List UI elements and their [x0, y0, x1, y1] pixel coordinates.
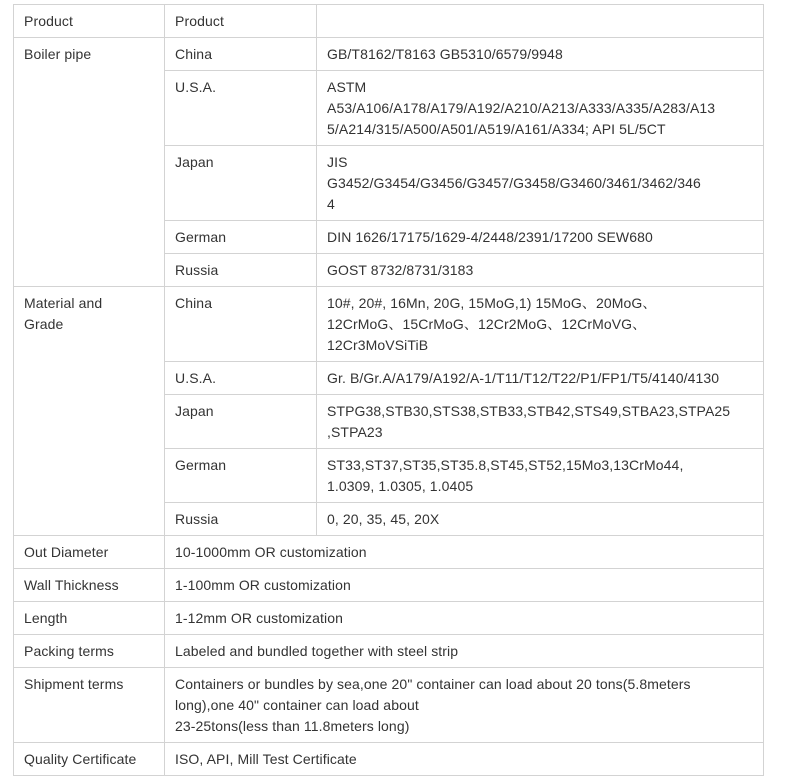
value-cell-line: 10#, 20#, 16Mn, 20G, 15MoG,1) 15MoG、20MoG、 [327, 295, 657, 311]
spec-label-cell-line: Quality Certificate [24, 751, 137, 767]
value-cell [317, 362, 764, 395]
spec-label-cell [14, 569, 165, 602]
value-cell-line: 1.0309, 1.0305, 1.0405 [327, 478, 474, 494]
header-cell: Product [14, 5, 165, 38]
table-row [14, 38, 764, 71]
value-cell [317, 254, 764, 287]
country-cell [165, 287, 317, 362]
value-cell-line: ST33,ST37,ST35,ST35.8,ST45,ST52,15Mo3,13CrMo44, [327, 457, 684, 473]
country-cell [165, 254, 317, 287]
value-cell-line: 4 [327, 196, 335, 212]
value-cell-line: GOST 8732/8731/3183 [327, 262, 474, 278]
spec-label-cell [14, 668, 165, 743]
value-cell [317, 449, 764, 503]
spec-label-cell [14, 536, 165, 569]
table-row [14, 569, 764, 602]
country-cell [165, 362, 317, 395]
value-cell-line: 0, 20, 35, 45, 20X [327, 511, 440, 527]
value-cell-line: 12Cr3MoVSiTiB [327, 337, 429, 353]
country-cell-line: German [175, 229, 227, 245]
country-cell [165, 221, 317, 254]
category-cell-line: Grade [24, 316, 64, 332]
header-cell: Product [165, 5, 317, 38]
value-cell-line: G3452/G3454/G3456/G3457/G3458/G3460/3461/3462/346 [327, 175, 701, 191]
table-row [14, 536, 764, 569]
value-cell-line: 5/A214/315/A500/A501/A519/A161/A334; API 5L/5CT [327, 121, 666, 137]
value-cell [317, 71, 764, 146]
country-cell [165, 146, 317, 221]
value-cell-line: 12CrMoG、15CrMoG、12Cr2MoG、12CrMoVG、 [327, 316, 647, 332]
table-row [14, 743, 764, 776]
value-cell-line: STPG38,STB30,STS38,STB33,STB42,STS49,STBA23,STPA25 [327, 403, 731, 419]
country-cell-line: China [175, 295, 213, 311]
spec-value-cell-line: 1-100mm OR customization [175, 577, 351, 593]
spec-value-cell-line: Containers or bundles by sea,one 20" container can load about 20 tons(5.8meters [175, 676, 691, 692]
country-cell-line: China [175, 46, 213, 62]
header-cell [317, 5, 764, 38]
spec-value-cell [165, 743, 764, 776]
value-cell [317, 38, 764, 71]
table-row [14, 602, 764, 635]
country-cell [165, 503, 317, 536]
product-spec-table [13, 4, 764, 776]
table-row [14, 287, 764, 362]
spec-label-cell [14, 743, 165, 776]
value-cell [317, 287, 764, 362]
value-cell-line: ASTM [327, 79, 367, 95]
value-cell [317, 221, 764, 254]
category-cell [14, 287, 165, 536]
country-cell [165, 395, 317, 449]
category-cell-line: Material and [24, 295, 103, 311]
value-cell-line: ,STPA23 [327, 424, 383, 440]
spec-value-cell [165, 536, 764, 569]
spec-table-body [14, 5, 764, 776]
country-cell-line: Japan [175, 403, 214, 419]
value-cell [317, 146, 764, 221]
spec-label-cell-line: Wall Thickness [24, 577, 119, 593]
spec-label-cell-line: Length [24, 610, 68, 626]
value-cell-line: Gr. B/Gr.A/A179/A192/A-1/T11/T12/T22/P1/FP1/T5/4140/4130 [327, 370, 720, 386]
country-cell-line: German [175, 457, 227, 473]
spec-value-cell-line: Labeled and bundled together with steel strip [175, 643, 459, 659]
spec-label-cell [14, 635, 165, 668]
value-cell [317, 395, 764, 449]
spec-value-cell-line: 10-1000mm OR customization [175, 544, 367, 560]
spec-label-cell-line: Out Diameter [24, 544, 109, 560]
table-row [14, 635, 764, 668]
category-cell-line: Boiler pipe [24, 46, 92, 62]
spec-value-cell-line: 1-12mm OR customization [175, 610, 344, 626]
country-cell-line: U.S.A. [175, 79, 217, 95]
spec-value-cell [165, 569, 764, 602]
country-cell [165, 449, 317, 503]
country-cell [165, 71, 317, 146]
table-row [14, 668, 764, 743]
value-cell-line: JIS [327, 154, 348, 170]
spec-value-cell [165, 602, 764, 635]
country-cell-line: Russia [175, 262, 219, 278]
spec-label-cell-line: Shipment terms [24, 676, 124, 692]
spec-value-cell [165, 668, 764, 743]
value-cell [317, 503, 764, 536]
value-cell-line: A53/A106/A178/A179/A192/A210/A213/A333/A335/A283/A13 [327, 100, 716, 116]
spec-label-cell-line: Packing terms [24, 643, 114, 659]
value-cell-line: DIN 1626/17175/1629-4/2448/2391/17200 SEW680 [327, 229, 653, 245]
spec-value-cell-line: long),one 40" container can load about [175, 697, 419, 713]
spec-value-cell [165, 635, 764, 668]
category-cell [14, 38, 165, 287]
spec-value-cell-line: ISO, API, Mill Test Certificate [175, 751, 357, 767]
country-cell-line: U.S.A. [175, 370, 217, 386]
country-cell [165, 38, 317, 71]
value-cell-line: GB/T8162/T8163 GB5310/6579/9948 [327, 46, 563, 62]
country-cell-line: Russia [175, 511, 219, 527]
spec-label-cell [14, 602, 165, 635]
country-cell-line: Japan [175, 154, 214, 170]
header-row [14, 5, 764, 38]
spec-value-cell-line: 23-25tons(less than 11.8meters long) [175, 718, 410, 734]
